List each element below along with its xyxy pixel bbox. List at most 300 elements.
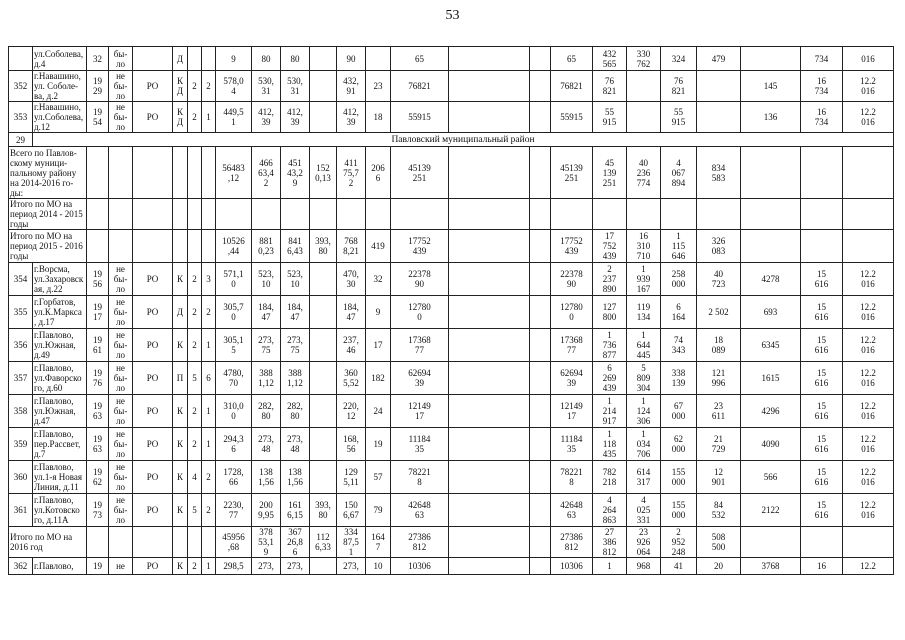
table-cell: 693 — [741, 296, 801, 329]
table-cell: 67 000 — [661, 395, 697, 428]
table-cell — [133, 230, 173, 263]
table-cell — [202, 47, 216, 71]
table-cell: К Д — [173, 102, 188, 133]
table-cell: 129 5,11 — [337, 461, 366, 494]
table-cell: 1 — [202, 102, 216, 133]
table-cell: 1 — [202, 329, 216, 362]
table-cell: 2230, 77 — [216, 494, 252, 527]
table-cell — [449, 362, 530, 395]
table-cell — [530, 199, 551, 230]
table-cell: 65 — [551, 47, 593, 71]
table-cell: 1 — [202, 395, 216, 428]
table-cell: 19 63 — [87, 395, 109, 428]
table-cell: 17752 439 — [551, 230, 593, 263]
table-cell: 305,7 0 — [216, 296, 252, 329]
table-cell — [310, 558, 337, 575]
table-cell — [173, 230, 188, 263]
table-cell: не бы- ло — [109, 263, 133, 296]
table-row — [9, 362, 894, 395]
table-cell: 76 821 — [661, 71, 697, 102]
table-cell: 523, 10 — [252, 263, 281, 296]
table-cell: 19 54 — [87, 102, 109, 133]
table-cell: 19 63 — [87, 428, 109, 461]
table-cell: 12.2 016 — [843, 461, 894, 494]
table-cell: 5 809 304 — [627, 362, 661, 395]
table-cell — [449, 199, 530, 230]
table-cell: 15 616 — [801, 263, 843, 296]
table-cell: 12.2 016 — [843, 296, 894, 329]
table-cell: 352 — [9, 71, 33, 102]
table-cell: 412, 39 — [337, 102, 366, 133]
table-cell: 294,3 6 — [216, 428, 252, 461]
table-cell: бы- ло — [109, 47, 133, 71]
page-number: 53 — [445, 8, 460, 23]
table-cell: 2 — [202, 296, 216, 329]
table-cell: 1 034 706 — [627, 428, 661, 461]
table-cell: 324 — [661, 47, 697, 71]
table-cell: 40 236 774 — [627, 147, 661, 199]
table-cell: 1 — [593, 558, 627, 575]
table-cell: 1 — [202, 428, 216, 461]
table-cell — [310, 71, 337, 102]
table-cell — [801, 230, 843, 263]
table-cell: 12780 0 — [391, 296, 449, 329]
table-cell: 479 — [697, 47, 741, 71]
table-cell: 614 317 — [627, 461, 661, 494]
table-cell: 310,0 0 — [216, 395, 252, 428]
table-cell: 1 939 167 — [627, 263, 661, 296]
table-cell: 388 1,12 — [281, 362, 310, 395]
table-cell: К Д — [173, 71, 188, 102]
totals-row — [9, 199, 894, 230]
table-cell — [627, 102, 661, 133]
table-cell: 17 752 439 — [593, 230, 627, 263]
table-cell: РО — [133, 362, 173, 395]
table-row — [9, 263, 894, 296]
table-cell: 12.2 016 — [843, 102, 894, 133]
table-cell — [310, 47, 337, 71]
housing-registry-table — [8, 46, 894, 575]
table-cell — [741, 230, 801, 263]
table-cell: РО — [133, 329, 173, 362]
table-cell: 27 386 812 — [593, 527, 627, 558]
table-cell — [87, 230, 109, 263]
table-cell — [310, 329, 337, 362]
table-cell: К — [173, 263, 188, 296]
table-cell — [661, 199, 697, 230]
table-cell: 305,1 5 — [216, 329, 252, 362]
table-cell: 2 — [188, 296, 202, 329]
table-cell — [252, 199, 281, 230]
table-cell: 530, 31 — [252, 71, 281, 102]
table-cell — [202, 199, 216, 230]
table-cell: 571,1 0 — [216, 263, 252, 296]
table-cell: 237, 46 — [337, 329, 366, 362]
table-cell: 3768 — [741, 558, 801, 575]
table-cell — [449, 47, 530, 71]
table-cell: 11184 35 — [391, 428, 449, 461]
table-cell: 4278 — [741, 263, 801, 296]
table-cell: 62694 39 — [551, 362, 593, 395]
table-row — [9, 102, 894, 133]
table-cell — [188, 199, 202, 230]
table-cell: К — [173, 461, 188, 494]
table-cell: 138 1,56 — [252, 461, 281, 494]
table-row — [9, 428, 894, 461]
table-cell — [9, 47, 33, 71]
table-cell — [530, 263, 551, 296]
table-cell: 20 — [697, 558, 741, 575]
table-cell: 55 915 — [593, 102, 627, 133]
table-cell: 17368 77 — [391, 329, 449, 362]
table-cell — [741, 199, 801, 230]
table-cell: 45956 ,68 — [216, 527, 252, 558]
table-row — [9, 494, 894, 527]
table-cell: 90 — [337, 47, 366, 71]
table-cell: 164 7 — [366, 527, 391, 558]
district-header-row — [9, 133, 894, 147]
table-cell: 6 — [202, 362, 216, 395]
table-cell: 32 — [366, 263, 391, 296]
table-cell: 161 6,15 — [281, 494, 310, 527]
table-cell: 12 901 — [697, 461, 741, 494]
table-cell — [449, 230, 530, 263]
table-cell: 184, 47 — [281, 296, 310, 329]
table-cell: 881 0,23 — [252, 230, 281, 263]
table-cell: 27386 812 — [551, 527, 593, 558]
table-cell: 55915 — [391, 102, 449, 133]
table-cell: К — [173, 329, 188, 362]
table-cell: 4780, 70 — [216, 362, 252, 395]
table-cell — [202, 527, 216, 558]
table-cell: г.Павлово, ул.Южная, д.49 — [33, 329, 87, 362]
table-cell: 273, 48 — [252, 428, 281, 461]
table-cell: 298,5 — [216, 558, 252, 575]
table-cell: 466 63,4 2 — [252, 147, 281, 199]
table-cell: 2 — [188, 558, 202, 575]
table-cell: г.Павлово, ул.Котовско го, д.11А — [33, 494, 87, 527]
table-cell — [449, 102, 530, 133]
table-cell — [449, 71, 530, 102]
table-cell: 12.2 016 — [843, 362, 894, 395]
table-cell: 4090 — [741, 428, 801, 461]
table-cell: 432, 91 — [337, 71, 366, 102]
table-cell: 41 — [661, 558, 697, 575]
table-cell — [310, 102, 337, 133]
table-cell: 016 — [843, 47, 894, 71]
table-cell: ул.Соболева, д.4 — [33, 47, 87, 71]
table-cell: Итого по МО на период 2014 - 2015 годы — [9, 199, 87, 230]
table-cell — [133, 199, 173, 230]
table-cell — [188, 527, 202, 558]
table-cell: 2122 — [741, 494, 801, 527]
table-cell: 330 762 — [627, 47, 661, 71]
table-cell: РО — [133, 102, 173, 133]
table-cell — [627, 71, 661, 102]
table-cell: 145 — [741, 71, 801, 102]
table-cell — [188, 147, 202, 199]
table-cell: 15 616 — [801, 296, 843, 329]
table-cell: 57 — [366, 461, 391, 494]
table-cell: 16 310 710 — [627, 230, 661, 263]
table-cell: 80 — [252, 47, 281, 71]
table-cell: 138 1,56 — [281, 461, 310, 494]
table-cell: 451 43,2 9 — [281, 147, 310, 199]
table-cell — [530, 461, 551, 494]
table-cell — [530, 558, 551, 575]
table-cell: 78221 8 — [551, 461, 593, 494]
table-cell: г.Ворсма, ул.Захаровск ая, д.22 — [33, 263, 87, 296]
table-cell: 449,5 1 — [216, 102, 252, 133]
table-cell: 2 952 248 — [661, 527, 697, 558]
table-cell: 22378 90 — [551, 263, 593, 296]
table-cell: РО — [133, 558, 173, 575]
table-cell: 3 — [202, 263, 216, 296]
table-cell — [310, 362, 337, 395]
table-cell — [449, 558, 530, 575]
table-cell: 17368 77 — [551, 329, 593, 362]
table-cell: 834 583 — [697, 147, 741, 199]
table-cell: 62694 39 — [391, 362, 449, 395]
table-cell: 734 — [801, 47, 843, 71]
table-cell: 19 — [87, 558, 109, 575]
table-cell: 155 000 — [661, 461, 697, 494]
table-cell: 782 218 — [593, 461, 627, 494]
table-cell — [843, 527, 894, 558]
table-cell: 2 — [188, 428, 202, 461]
table-cell: 23 — [366, 71, 391, 102]
table-cell: 4 — [188, 461, 202, 494]
table-cell — [87, 147, 109, 199]
table-cell: 338 139 — [661, 362, 697, 395]
table-cell — [530, 395, 551, 428]
table-cell — [449, 395, 530, 428]
table-cell: РО — [133, 428, 173, 461]
table-cell — [741, 147, 801, 199]
table-cell: 15 616 — [801, 329, 843, 362]
table-cell: 45 139 251 — [593, 147, 627, 199]
table-cell: 19 76 — [87, 362, 109, 395]
table-cell: 12.2 016 — [843, 329, 894, 362]
table-cell: 1 644 445 — [627, 329, 661, 362]
table-cell: 121 996 — [697, 362, 741, 395]
table-cell: РО — [133, 395, 173, 428]
table-cell: 18 — [366, 102, 391, 133]
table-cell: не бы- ло — [109, 428, 133, 461]
table-cell — [530, 527, 551, 558]
table-cell — [551, 199, 593, 230]
table-cell — [741, 47, 801, 71]
table-cell: 6345 — [741, 329, 801, 362]
table-cell — [310, 296, 337, 329]
table-cell: 4 264 863 — [593, 494, 627, 527]
table-cell — [801, 527, 843, 558]
table-cell: 184, 47 — [337, 296, 366, 329]
table-cell: 42648 63 — [391, 494, 449, 527]
table-cell: 10306 — [391, 558, 449, 575]
table-cell — [530, 428, 551, 461]
table-cell: К — [173, 558, 188, 575]
table-cell: 45139 251 — [551, 147, 593, 199]
table-cell: 32 — [87, 47, 109, 71]
table-cell: 273, 75 — [252, 329, 281, 362]
table-cell: 273, — [252, 558, 281, 575]
table-cell — [449, 263, 530, 296]
table-cell: 1 124 306 — [627, 395, 661, 428]
table-cell — [697, 102, 741, 133]
table-row — [9, 47, 894, 71]
table-cell: 12780 0 — [551, 296, 593, 329]
table-cell: 508 500 — [697, 527, 741, 558]
table-cell: Д — [173, 47, 188, 71]
table-cell: 29 — [9, 133, 33, 147]
table-cell: 40 723 — [697, 263, 741, 296]
table-cell: 11184 35 — [551, 428, 593, 461]
table-cell: г.Павлово, ул.1-я Новая Линия, д.11 — [33, 461, 87, 494]
table-cell: 9 — [216, 47, 252, 71]
table-cell — [173, 199, 188, 230]
table-cell: 168, 56 — [337, 428, 366, 461]
table-cell: г.Павлово, ул.Фаворско го, д.60 — [33, 362, 87, 395]
table-cell: 56483 ,12 — [216, 147, 252, 199]
table-cell: К — [173, 494, 188, 527]
table-cell: РО — [133, 461, 173, 494]
table-cell: 10526 ,44 — [216, 230, 252, 263]
table-cell: не бы- ло — [109, 362, 133, 395]
table-cell: 12149 17 — [551, 395, 593, 428]
table-cell: 19 73 — [87, 494, 109, 527]
table-cell: 19 29 — [87, 71, 109, 102]
table-cell — [843, 230, 894, 263]
table-cell: 841 6,43 — [281, 230, 310, 263]
table-cell: 10 — [366, 558, 391, 575]
table-cell: 19 17 — [87, 296, 109, 329]
table-cell: 15 616 — [801, 461, 843, 494]
table-cell: 360 5,52 — [337, 362, 366, 395]
table-cell: 6 269 439 — [593, 362, 627, 395]
table-cell: 15 616 — [801, 395, 843, 428]
table-cell: 80 — [281, 47, 310, 71]
table-cell: 76 821 — [593, 71, 627, 102]
table-cell: РО — [133, 296, 173, 329]
table-cell: 2 — [188, 263, 202, 296]
table-cell: 23 926 064 — [627, 527, 661, 558]
table-cell — [449, 494, 530, 527]
table-cell — [216, 199, 252, 230]
table-cell: 4296 — [741, 395, 801, 428]
table-cell — [530, 362, 551, 395]
table-cell — [801, 147, 843, 199]
table-cell — [188, 230, 202, 263]
table-cell — [530, 102, 551, 133]
table-cell: 258 000 — [661, 263, 697, 296]
table-cell: 362 — [9, 558, 33, 575]
table-cell: 112 6,33 — [310, 527, 337, 558]
table-cell: 74 343 — [661, 329, 697, 362]
table-cell: 79 — [366, 494, 391, 527]
table-cell — [87, 527, 109, 558]
table-cell: 6 164 — [661, 296, 697, 329]
table-cell: 358 — [9, 395, 33, 428]
table-cell: 15 616 — [801, 428, 843, 461]
table-cell: 360 — [9, 461, 33, 494]
table-cell: 22378 90 — [391, 263, 449, 296]
table-cell: 9 — [366, 296, 391, 329]
table-cell: 393, 80 — [310, 230, 337, 263]
table-cell: 23 611 — [697, 395, 741, 428]
table-row — [9, 395, 894, 428]
table-cell: 15 616 — [801, 362, 843, 395]
table-cell: 357 — [9, 362, 33, 395]
table-cell: 2 — [188, 71, 202, 102]
table-cell: К — [173, 428, 188, 461]
table-cell: 1728, 66 — [216, 461, 252, 494]
table-cell: 273, 48 — [281, 428, 310, 461]
table-cell — [173, 147, 188, 199]
table-cell: РО — [133, 494, 173, 527]
table-cell — [449, 461, 530, 494]
table-cell: 5 — [188, 494, 202, 527]
table-cell — [697, 199, 741, 230]
table-cell — [391, 199, 449, 230]
table-cell — [202, 147, 216, 199]
table-cell — [310, 395, 337, 428]
table-cell — [87, 199, 109, 230]
table-cell: 12.2 016 — [843, 395, 894, 428]
table-cell: 412, 39 — [252, 102, 281, 133]
table-cell: 1 115 646 — [661, 230, 697, 263]
table-cell: 2 — [202, 494, 216, 527]
table-cell — [449, 329, 530, 362]
table-cell: 1 118 435 — [593, 428, 627, 461]
table-cell — [627, 199, 661, 230]
table-row — [9, 296, 894, 329]
table-cell: 523, 10 — [281, 263, 310, 296]
table-cell: 273, 75 — [281, 329, 310, 362]
table-cell: не — [109, 558, 133, 575]
table-cell — [449, 147, 530, 199]
table-row — [9, 558, 894, 575]
table-cell: 768 8,21 — [337, 230, 366, 263]
table-cell: Д — [173, 296, 188, 329]
table-cell: 354 — [9, 263, 33, 296]
table-cell: не бы- ло — [109, 329, 133, 362]
table-cell — [133, 527, 173, 558]
table-cell: 326 083 — [697, 230, 741, 263]
table-cell: 19 61 — [87, 329, 109, 362]
table-cell: 566 — [741, 461, 801, 494]
table-cell — [188, 47, 202, 71]
table-cell — [530, 147, 551, 199]
table-cell: 12.2 016 — [843, 263, 894, 296]
table-cell: 1 736 877 — [593, 329, 627, 362]
table-cell: г.Павлово, — [33, 558, 87, 575]
table-cell: 76821 — [391, 71, 449, 102]
table-cell — [801, 199, 843, 230]
table-cell: 17 — [366, 329, 391, 362]
table-cell: 388 1,12 — [252, 362, 281, 395]
table-cell: не бы- ло — [109, 71, 133, 102]
table-cell: 24 — [366, 395, 391, 428]
table-cell — [697, 71, 741, 102]
table-cell: 353 — [9, 102, 33, 133]
table-cell: 19 56 — [87, 263, 109, 296]
table-cell: 21 729 — [697, 428, 741, 461]
table-cell: 19 — [366, 428, 391, 461]
table-cell: 18 089 — [697, 329, 741, 362]
table-cell: не бы- ло — [109, 102, 133, 133]
table-cell — [109, 527, 133, 558]
